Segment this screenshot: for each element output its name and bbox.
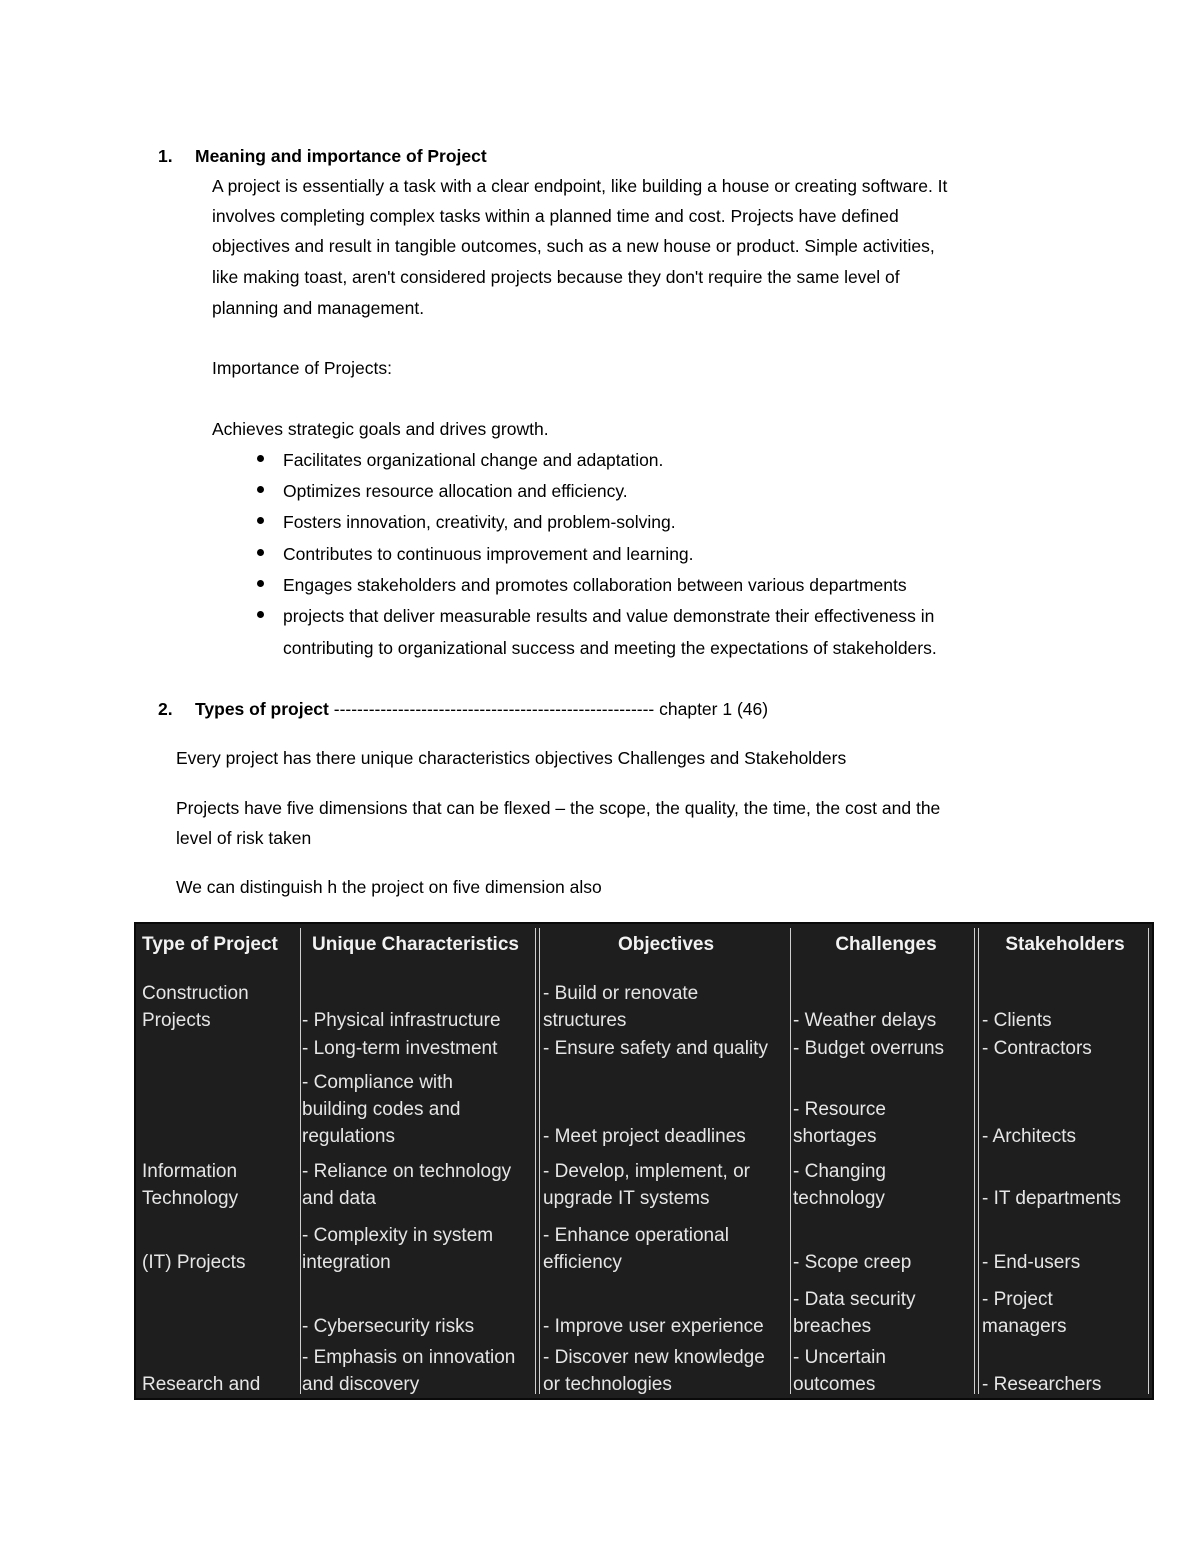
column-divider xyxy=(978,928,979,1394)
table-cell: - Enhance operational xyxy=(543,1225,729,1246)
table-cell: shortages xyxy=(793,1126,877,1147)
table-cell: structures xyxy=(543,1010,627,1031)
table-cell: - Meet project deadlines xyxy=(543,1126,746,1147)
table-cell: - Data security xyxy=(793,1289,916,1310)
section-2-number: 2. xyxy=(158,699,173,719)
table-cell: - Researchers xyxy=(982,1374,1102,1395)
paragraph-line: involves completing complex tasks within a planned time and cost. Projects have defined xyxy=(212,206,899,226)
bullet-item: projects that deliver measurable results and value demonstrate their effectiveness in xyxy=(283,606,935,626)
table-cell: - IT departments xyxy=(982,1188,1122,1209)
table-cell: integration xyxy=(302,1252,391,1273)
table-cell: - Clients xyxy=(982,1010,1052,1031)
bullet-item: Fosters innovation, creativity, and problem-solving. xyxy=(283,512,676,532)
table-cell: regulations xyxy=(302,1126,395,1147)
paragraph-line: planning and management. xyxy=(212,298,425,318)
table-cell: - Compliance with xyxy=(302,1072,453,1093)
chapter-reference: ------------------------------------------------------- chapter 1 (46) xyxy=(328,699,769,719)
table-header-cell: Unique Characteristics xyxy=(312,934,519,955)
table-cell: - Contractors xyxy=(982,1038,1092,1059)
table-cell: and discovery xyxy=(302,1374,420,1395)
table-cell: Projects xyxy=(142,1010,211,1031)
project-types-table xyxy=(134,922,1154,1400)
table-cell: upgrade IT systems xyxy=(543,1188,710,1209)
paragraph-line: We can distinguish h the project on five dimension also xyxy=(176,877,602,897)
column-divider xyxy=(1148,928,1149,1394)
table-cell: - Improve user experience xyxy=(543,1316,764,1337)
table-cell: building codes and xyxy=(302,1099,461,1120)
table-header-cell: Challenges xyxy=(835,934,937,955)
table-cell: - Develop, implement, or xyxy=(543,1161,750,1182)
table-cell: - Ensure safety and quality xyxy=(543,1038,768,1059)
bullet-item: Engages stakeholders and promotes collaboration between various departments xyxy=(283,575,907,595)
table-cell: Research and xyxy=(142,1374,261,1395)
importance-heading: Importance of Projects: xyxy=(212,358,392,378)
table-cell: breaches xyxy=(793,1316,872,1337)
table-cell: - Reliance on technology xyxy=(302,1161,512,1182)
table-cell: - Build or renovate xyxy=(543,983,699,1004)
table-cell: outcomes xyxy=(793,1374,876,1395)
table-cell: - Cybersecurity risks xyxy=(302,1316,475,1337)
table-cell: - Complexity in system xyxy=(302,1225,494,1246)
table-cell: - Weather delays xyxy=(793,1010,937,1031)
paragraph-line: Projects have five dimensions that can be flexed – the scope, the quality, the time, the cost and the xyxy=(176,798,941,818)
table-cell: - Discover new knowledge xyxy=(543,1347,765,1368)
bullet-item: Optimizes resource allocation and efficiency. xyxy=(283,481,628,501)
table-cell: - Project xyxy=(982,1289,1053,1310)
section-1-number: 1. xyxy=(158,146,173,166)
table-cell: - Uncertain xyxy=(793,1347,886,1368)
bullet-icon xyxy=(257,486,264,493)
paragraph-line: Every project has there unique characteristics objectives Challenges and Stakeholders xyxy=(176,748,847,768)
bullet-icon xyxy=(257,517,264,524)
section-2-heading: Types of project xyxy=(195,699,329,719)
section-2-heading-line xyxy=(195,697,768,721)
table-cell: - Resource xyxy=(793,1099,886,1120)
table-cell: - Scope creep xyxy=(793,1252,912,1273)
paragraph-line: objectives and result in tangible outcomes, such as a new house or product. Simple activities, xyxy=(212,236,935,256)
table-header-cell: Type of Project xyxy=(142,934,278,955)
table-cell: - Physical infrastructure xyxy=(302,1010,501,1031)
table-cell: - Emphasis on innovation xyxy=(302,1347,516,1368)
bullet-icon xyxy=(257,455,264,462)
table-cell: - Architects xyxy=(982,1126,1076,1147)
table-cell: - End-users xyxy=(982,1252,1081,1273)
table-header-cell: Stakeholders xyxy=(1005,934,1125,955)
paragraph-line: A project is essentially a task with a clear endpoint, like building a house or creating software. It xyxy=(212,176,948,196)
bullet-item: Facilitates organizational change and adaptation. xyxy=(283,450,664,470)
paragraph-line: level of risk taken xyxy=(176,828,312,848)
table-cell: - Budget overruns xyxy=(793,1038,945,1059)
table-cell: Information xyxy=(142,1161,238,1182)
table-cell: (IT) Projects xyxy=(142,1252,246,1273)
column-divider xyxy=(790,928,791,1394)
table-cell: - Changing xyxy=(793,1161,886,1182)
bullet-item: Contributes to continuous improvement and learning. xyxy=(283,544,694,564)
table-cell: Technology xyxy=(142,1188,239,1209)
bullet-continuation: contributing to organizational success and meeting the expectations of stakeholders. xyxy=(283,638,937,658)
bullet-icon xyxy=(257,549,264,556)
bullet-icon xyxy=(257,580,264,587)
table-cell: or technologies xyxy=(543,1374,672,1395)
table-cell: and data xyxy=(302,1188,376,1209)
paragraph-line: like making toast, aren't considered projects because they don't require the same level of xyxy=(212,267,900,287)
table-cell: Construction xyxy=(142,983,249,1004)
lead-point: Achieves strategic goals and drives growth. xyxy=(212,419,549,439)
table-cell: managers xyxy=(982,1316,1067,1337)
column-divider xyxy=(300,928,301,1394)
table-header-cell: Objectives xyxy=(617,934,715,955)
column-divider xyxy=(539,928,540,1394)
table-cell: - Long-term investment xyxy=(302,1038,498,1059)
bullet-icon xyxy=(257,611,264,618)
table-cell: technology xyxy=(793,1188,885,1209)
table-cell: efficiency xyxy=(543,1252,622,1273)
section-1-heading: Meaning and importance of Project xyxy=(195,146,487,166)
